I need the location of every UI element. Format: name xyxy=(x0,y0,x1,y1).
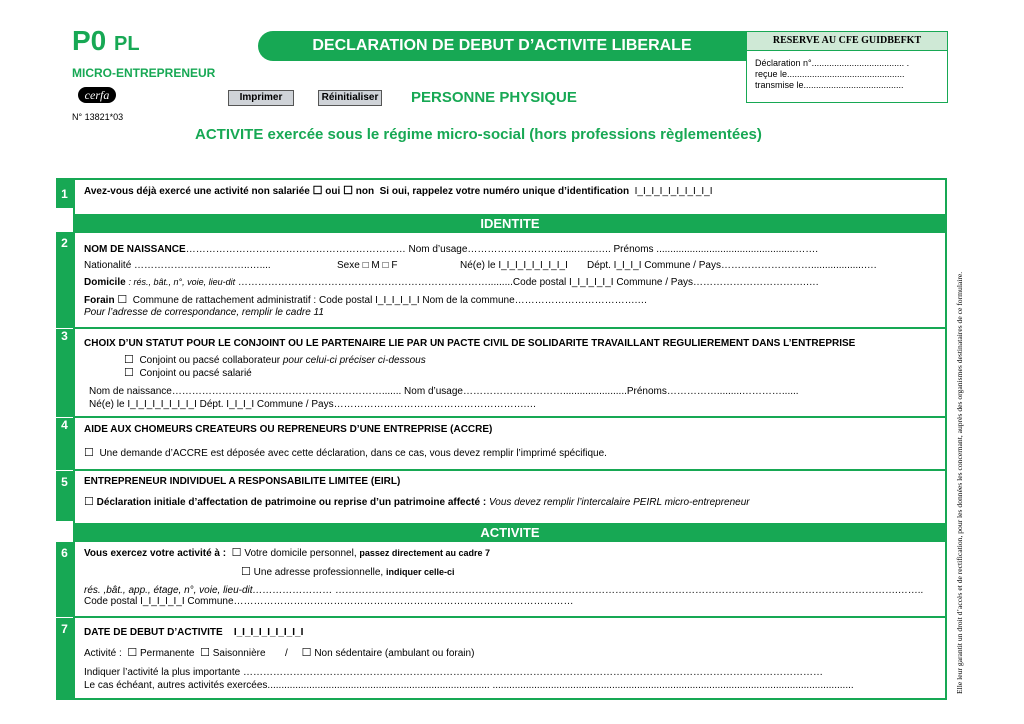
home-checkbox[interactable]: ☐ xyxy=(231,547,242,559)
s7-row1 xyxy=(84,627,303,639)
start-date-label: DATE DE DEBUT D’ACTIVITE xyxy=(84,627,223,638)
birth-place-field[interactable]: Dépt. I_I_I_I Commune / Pays………………………...................…. xyxy=(587,260,877,271)
collaborator-hint: pour celui-ci préciser ci-dessous xyxy=(282,355,426,366)
correspondence-note: Pour l’adresse de correspondance, remplir le cadre 11 xyxy=(84,307,324,318)
eirl-checkbox[interactable]: ☐ xyxy=(84,496,94,508)
side-note-text: Elle leur garantit un droit d’accès et de rectification, pour les données les concernant, auprès des organismes destinataires de ce formulaire. xyxy=(955,271,964,694)
employee-label: Conjoint ou pacsé salarié xyxy=(139,368,252,379)
permanent-label: Permanente xyxy=(140,648,195,659)
main-activity-field[interactable]: Indiquer l’activité la plus importante ………………………………………………………………………………………………………………………………………………………… xyxy=(84,667,823,678)
s3-title: CHOIX D’UN STATUT POUR LE CONJOINT OU LE PARTENAIRE LIE PAR UN PACTE CIVIL DE SOLIDARITE TRAVAILLANT REGULIEREMENT DANS L’ENTREPRISE xyxy=(84,338,856,349)
section-number: 5 xyxy=(56,471,73,521)
page-title: DECLARATION DE DEBUT D’ACTIVITE LIBERALE xyxy=(312,37,692,54)
frame-top xyxy=(56,178,947,180)
reserve-line: transmise le........................................ xyxy=(755,80,904,90)
activity-type-label: Activité : xyxy=(84,648,122,659)
s4-title: AIDE AUX CHOMEURS CREATEURS OU REPRENEURS D’UNE ENTREPRISE (ACCRE) xyxy=(84,424,493,435)
print-button[interactable]: Imprimer xyxy=(228,90,294,106)
non-sedentary-label: Non sédentaire (ambulant ou forain) xyxy=(314,648,475,659)
id-number-field[interactable]: I_I_I_I_I_I_I_I_I_I xyxy=(634,186,713,197)
s6-question: Vous exercez votre activité à : xyxy=(84,548,227,559)
section-number: 2 xyxy=(56,232,73,328)
section-number: 1 xyxy=(56,180,73,208)
s6-row2 xyxy=(241,566,455,579)
form-code xyxy=(72,26,140,59)
s4-row xyxy=(84,447,607,460)
s1-question: Avez-vous déjà exercé une activité non salariée xyxy=(84,186,310,197)
section-number: 3 xyxy=(56,329,73,417)
s1-row xyxy=(84,185,713,198)
seasonal-checkbox[interactable]: ☐ xyxy=(200,647,210,659)
accre-text: Une demande d’ACCRE est déposée avec cette déclaration, dans ce cas, vous devez remplir l’imprimé spécifique. xyxy=(99,448,607,459)
frame-left xyxy=(73,178,75,700)
employee-checkbox[interactable]: ☐ xyxy=(124,367,134,379)
divider xyxy=(73,416,947,418)
spouse-name-field[interactable]: Nom de naissance………………………………………………………....... Nom d’usage………………………….......................Prénoms…………….........…………...... xyxy=(89,386,799,397)
s3-option1 xyxy=(124,354,426,367)
collaborator-checkbox[interactable]: ☐ xyxy=(124,354,134,366)
eirl-text: Déclaration initiale d’affectation de patrimoine ou reprise d’un patrimoine affecté : xyxy=(96,497,487,508)
s5-row xyxy=(84,496,750,509)
s5-title: ENTREPRENEUR INDIVIDUEL A RESPONSABILITE LIMITEE (EIRL) xyxy=(84,476,401,487)
home-hint: passez directement au cadre 7 xyxy=(359,548,490,558)
title-banner xyxy=(258,31,746,61)
s2-line4 xyxy=(84,294,647,307)
s6-row1 xyxy=(84,547,490,560)
frame-right xyxy=(945,178,947,700)
reserve-line: reçue le............................................... xyxy=(755,69,905,79)
divider xyxy=(73,327,947,329)
cerfa-logo xyxy=(78,87,116,103)
forain-checkbox[interactable]: ☐ xyxy=(117,294,128,306)
birth-name-label: NOM DE NAISSANCE xyxy=(84,244,186,255)
domicile-field[interactable]: ………………………………………………………………….........Code postal I_I_I_I_I_I Commune / Pays…………………………….…. xyxy=(237,277,819,288)
pro-postal-field[interactable]: Code postal I_I_I_I_I_I Commune………………………………………………………………………………………… xyxy=(84,596,574,607)
side-note xyxy=(955,164,964,694)
nationality-field[interactable]: Nationalité ……………………………..….... xyxy=(84,260,271,271)
divider xyxy=(73,469,947,471)
pro-address-hint: indiquer celle-ci xyxy=(385,567,455,577)
reserve-box xyxy=(746,31,948,103)
forain-label: Forain xyxy=(84,295,115,306)
divider xyxy=(73,616,947,618)
reserve-title: RESERVE AU CFE GUIDBEFKT xyxy=(747,32,947,51)
pro-address-label: Une adresse professionnelle, xyxy=(253,567,384,578)
subtitle: PERSONNE PHYSIQUE xyxy=(411,89,577,106)
domicile-hint: : rés., bât., n°, voie, lieu-dit xyxy=(128,277,236,287)
non-sedentary-checkbox[interactable]: ☐ xyxy=(301,647,312,659)
s3-option2 xyxy=(124,367,252,380)
collaborator-label: Conjoint ou pacsé collaborateur xyxy=(139,355,281,366)
forain-field[interactable]: Commune de rattachement administratif : Code postal I_I_I_I_I_I Nom de la commune……………………………….… xyxy=(132,295,648,306)
domicile-label: Domicile xyxy=(84,277,126,288)
birth-date-field[interactable]: Né(e) le I_I_I_I_I_I_I_I_I xyxy=(460,260,568,271)
s1-ask: Si oui, rappelez votre numéro unique d’identification xyxy=(379,186,630,197)
oui-label: oui xyxy=(325,186,341,197)
reserve-line: Déclaration n°..................................... . xyxy=(755,58,910,68)
birth-name-field[interactable]: ………………………………………………………… Nom d’usage……………………….......…...….. Prénoms ..................................................……. xyxy=(185,244,818,255)
pro-address-field[interactable]: rés. ,bât., app., étage, n°, voie, lieu-dit…………………… …………………………………………………………………………………………………………………………………………………….…….. xyxy=(84,585,924,596)
accre-checkbox[interactable]: ☐ xyxy=(84,447,94,459)
cerfa-logo-text: cerfa xyxy=(84,88,110,102)
s2-line3 xyxy=(84,276,819,289)
spouse-birth-field[interactable]: Né(e) le I_I_I_I_I_I_I_I_I Dépt. I_I_I_I Commune / Pays………………………………………………….… xyxy=(89,399,537,410)
s2-line1 xyxy=(84,244,818,256)
reset-button[interactable]: Réinitialiser xyxy=(318,90,382,106)
seasonal-label: Saisonnière xyxy=(212,648,266,659)
slash-separator: / xyxy=(284,648,288,659)
start-date-field[interactable]: I_I_I_I_I_I_I_I_I xyxy=(233,627,304,638)
form-type: MICRO-ENTREPRENEUR xyxy=(72,66,216,80)
cerfa-number: N° 13821*03 xyxy=(72,112,124,122)
permanent-checkbox[interactable]: ☐ xyxy=(127,647,138,659)
non-checkbox[interactable]: ☐ xyxy=(343,185,353,197)
sex-field[interactable]: Sexe □ M □ F xyxy=(337,260,398,271)
frame-bottom xyxy=(73,698,947,700)
other-activities-field[interactable]: Le cas échéant, autres activités exercées................................................................................ .................................................................................................................................. xyxy=(84,680,854,691)
activite-band: ACTIVITE xyxy=(74,523,946,542)
section-number: 4 xyxy=(56,418,73,470)
form-code-sub: PL xyxy=(114,33,140,55)
section-number: 7 xyxy=(56,618,73,700)
section-number: 6 xyxy=(56,542,73,617)
regime-title: ACTIVITE exercée sous le régime micro-social (hors professions règlementées) xyxy=(195,126,762,143)
eirl-hint: Vous devez remplir l’intercalaire PEIRL micro-entrepreneur xyxy=(488,497,750,508)
non-label: non xyxy=(355,186,375,197)
oui-checkbox[interactable]: ☐ xyxy=(312,185,323,197)
s7-row2 xyxy=(84,647,474,660)
identite-band: IDENTITE xyxy=(74,214,946,233)
pro-address-checkbox[interactable]: ☐ xyxy=(241,566,251,578)
home-label: Votre domicile personnel, xyxy=(244,548,357,559)
form-code-main: P0 xyxy=(72,25,107,56)
